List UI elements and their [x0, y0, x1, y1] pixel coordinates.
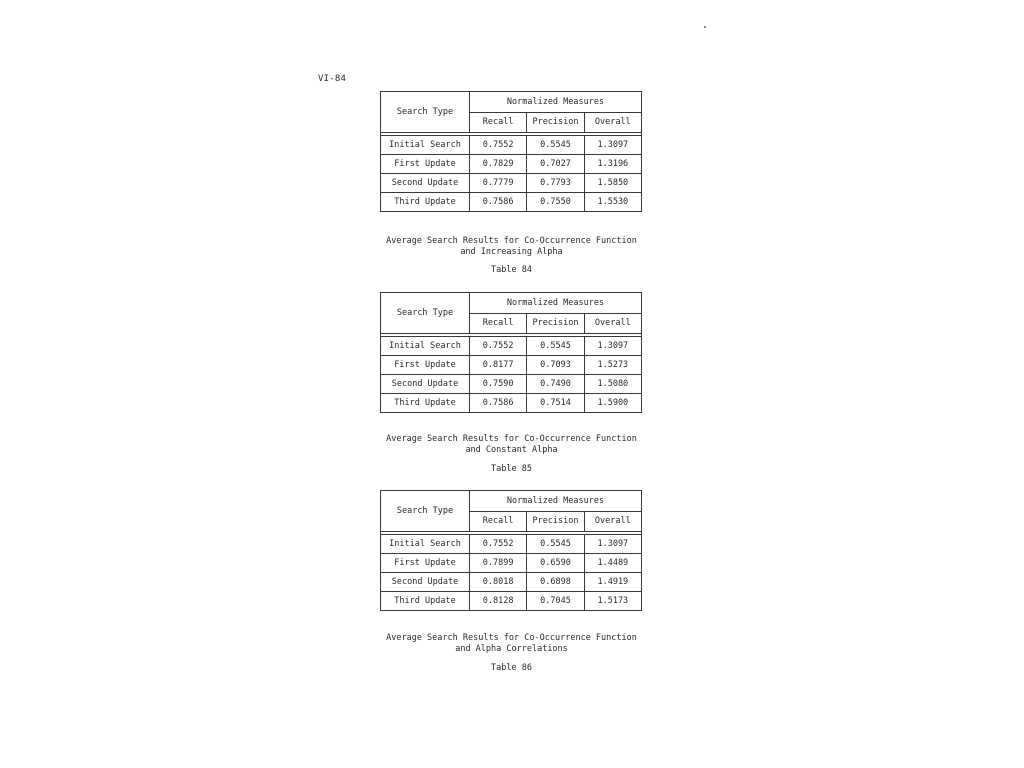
- table-row: [381, 375, 642, 394]
- measures-table: [380, 292, 642, 413]
- overall-value: 1.5080: [584, 375, 641, 394]
- row-label: First Update: [381, 356, 470, 375]
- page-number: VI-84: [318, 74, 347, 84]
- table-row: [381, 136, 642, 155]
- results-table-3: [380, 490, 643, 611]
- table-row: [381, 155, 642, 174]
- header-overall: Overall: [584, 511, 641, 532]
- table-label: Table 86: [491, 663, 532, 673]
- row-label: Initial Search: [381, 535, 470, 554]
- recall-value: 0.8177: [470, 356, 527, 375]
- precision-value: 0.6590: [527, 554, 584, 573]
- recall-value: 0.8128: [470, 592, 527, 611]
- header-recall: Recall: [470, 112, 527, 133]
- row-label: Third Update: [381, 394, 470, 413]
- measures-table: [380, 91, 642, 212]
- table-row: [381, 535, 642, 554]
- overall-value: 1.3196: [584, 155, 641, 174]
- table-row: [381, 337, 642, 356]
- caption-line: and Alpha Correlations: [455, 644, 568, 654]
- precision-value: 0.5545: [527, 337, 584, 356]
- table-label: Table 84: [491, 265, 532, 275]
- recall-value: 0.7829: [470, 155, 527, 174]
- recall-value: 0.7590: [470, 375, 527, 394]
- recall-value: 0.7779: [470, 174, 527, 193]
- precision-value: 0.7793: [527, 174, 584, 193]
- table-row: [381, 573, 642, 592]
- header-search-type: Search Type: [381, 491, 470, 532]
- row-label: Second Update: [381, 375, 470, 394]
- row-label: Second Update: [381, 573, 470, 592]
- caption-line: and Constant Alpha: [465, 445, 558, 455]
- overall-value: 1.5273: [584, 356, 641, 375]
- header-precision: Precision: [527, 313, 584, 334]
- caption-line: Average Search Results for Co-Occurrence Function: [386, 236, 637, 246]
- header-overall: Overall: [584, 313, 641, 334]
- table-label: Table 85: [491, 464, 532, 474]
- header-search-type: Search Type: [381, 293, 470, 334]
- measures-table: [380, 490, 642, 611]
- precision-value: 0.7045: [527, 592, 584, 611]
- overall-value: 1.4919: [584, 573, 641, 592]
- table-caption: [380, 236, 643, 258]
- header-normalized-measures: Normalized Measures: [470, 92, 642, 113]
- row-label: First Update: [381, 554, 470, 573]
- recall-value: 0.8018: [470, 573, 527, 592]
- overall-value: 1.5530: [584, 193, 641, 212]
- header-recall: Recall: [470, 313, 527, 334]
- header-precision: Precision: [527, 511, 584, 532]
- precision-value: 0.6898: [527, 573, 584, 592]
- header-normalized-measures: Normalized Measures: [470, 293, 642, 314]
- precision-value: 0.5545: [527, 535, 584, 554]
- recall-value: 0.7552: [470, 535, 527, 554]
- overall-value: 1.3097: [584, 136, 641, 155]
- precision-value: 0.7514: [527, 394, 584, 413]
- header-precision: Precision: [527, 112, 584, 133]
- precision-value: 0.7490: [527, 375, 584, 394]
- precision-value: 0.7550: [527, 193, 584, 212]
- overall-value: 1.4489: [584, 554, 641, 573]
- recall-value: 0.7552: [470, 337, 527, 356]
- recall-value: 0.7552: [470, 136, 527, 155]
- row-label: Third Update: [381, 193, 470, 212]
- table-row: [381, 174, 642, 193]
- header-normalized-measures: Normalized Measures: [470, 491, 642, 512]
- recall-value: 0.7899: [470, 554, 527, 573]
- table-row: [381, 592, 642, 611]
- row-label: Second Update: [381, 174, 470, 193]
- results-table-2: [380, 292, 643, 413]
- row-label: Initial Search: [381, 136, 470, 155]
- overall-value: 1.5900: [584, 394, 641, 413]
- caption-line: and Increasing Alpha: [460, 247, 563, 257]
- table-row: [381, 193, 642, 212]
- row-label: Third Update: [381, 592, 470, 611]
- overall-value: 1.5850: [584, 174, 641, 193]
- table-row: [381, 554, 642, 573]
- table-row: [381, 356, 642, 375]
- header-overall: Overall: [584, 112, 641, 133]
- header-recall: Recall: [470, 511, 527, 532]
- precision-value: 0.7093: [527, 356, 584, 375]
- table-caption: [380, 434, 643, 456]
- table-row: [381, 394, 642, 413]
- caption-line: Average Search Results for Co-Occurrence Function: [386, 633, 637, 643]
- header-search-type: Search Type: [381, 92, 470, 133]
- overall-value: 1.3097: [584, 337, 641, 356]
- recall-value: 0.7586: [470, 394, 527, 413]
- overall-value: 1.3097: [584, 535, 641, 554]
- row-label: First Update: [381, 155, 470, 174]
- recall-value: 0.7586: [470, 193, 527, 212]
- precision-value: 0.5545: [527, 136, 584, 155]
- table-caption: [380, 633, 643, 655]
- precision-value: 0.7027: [527, 155, 584, 174]
- scan-speck: [704, 26, 706, 28]
- results-table-1: [380, 91, 643, 212]
- caption-line: Average Search Results for Co-Occurrence Function: [386, 434, 637, 444]
- overall-value: 1.5173: [584, 592, 641, 611]
- row-label: Initial Search: [381, 337, 470, 356]
